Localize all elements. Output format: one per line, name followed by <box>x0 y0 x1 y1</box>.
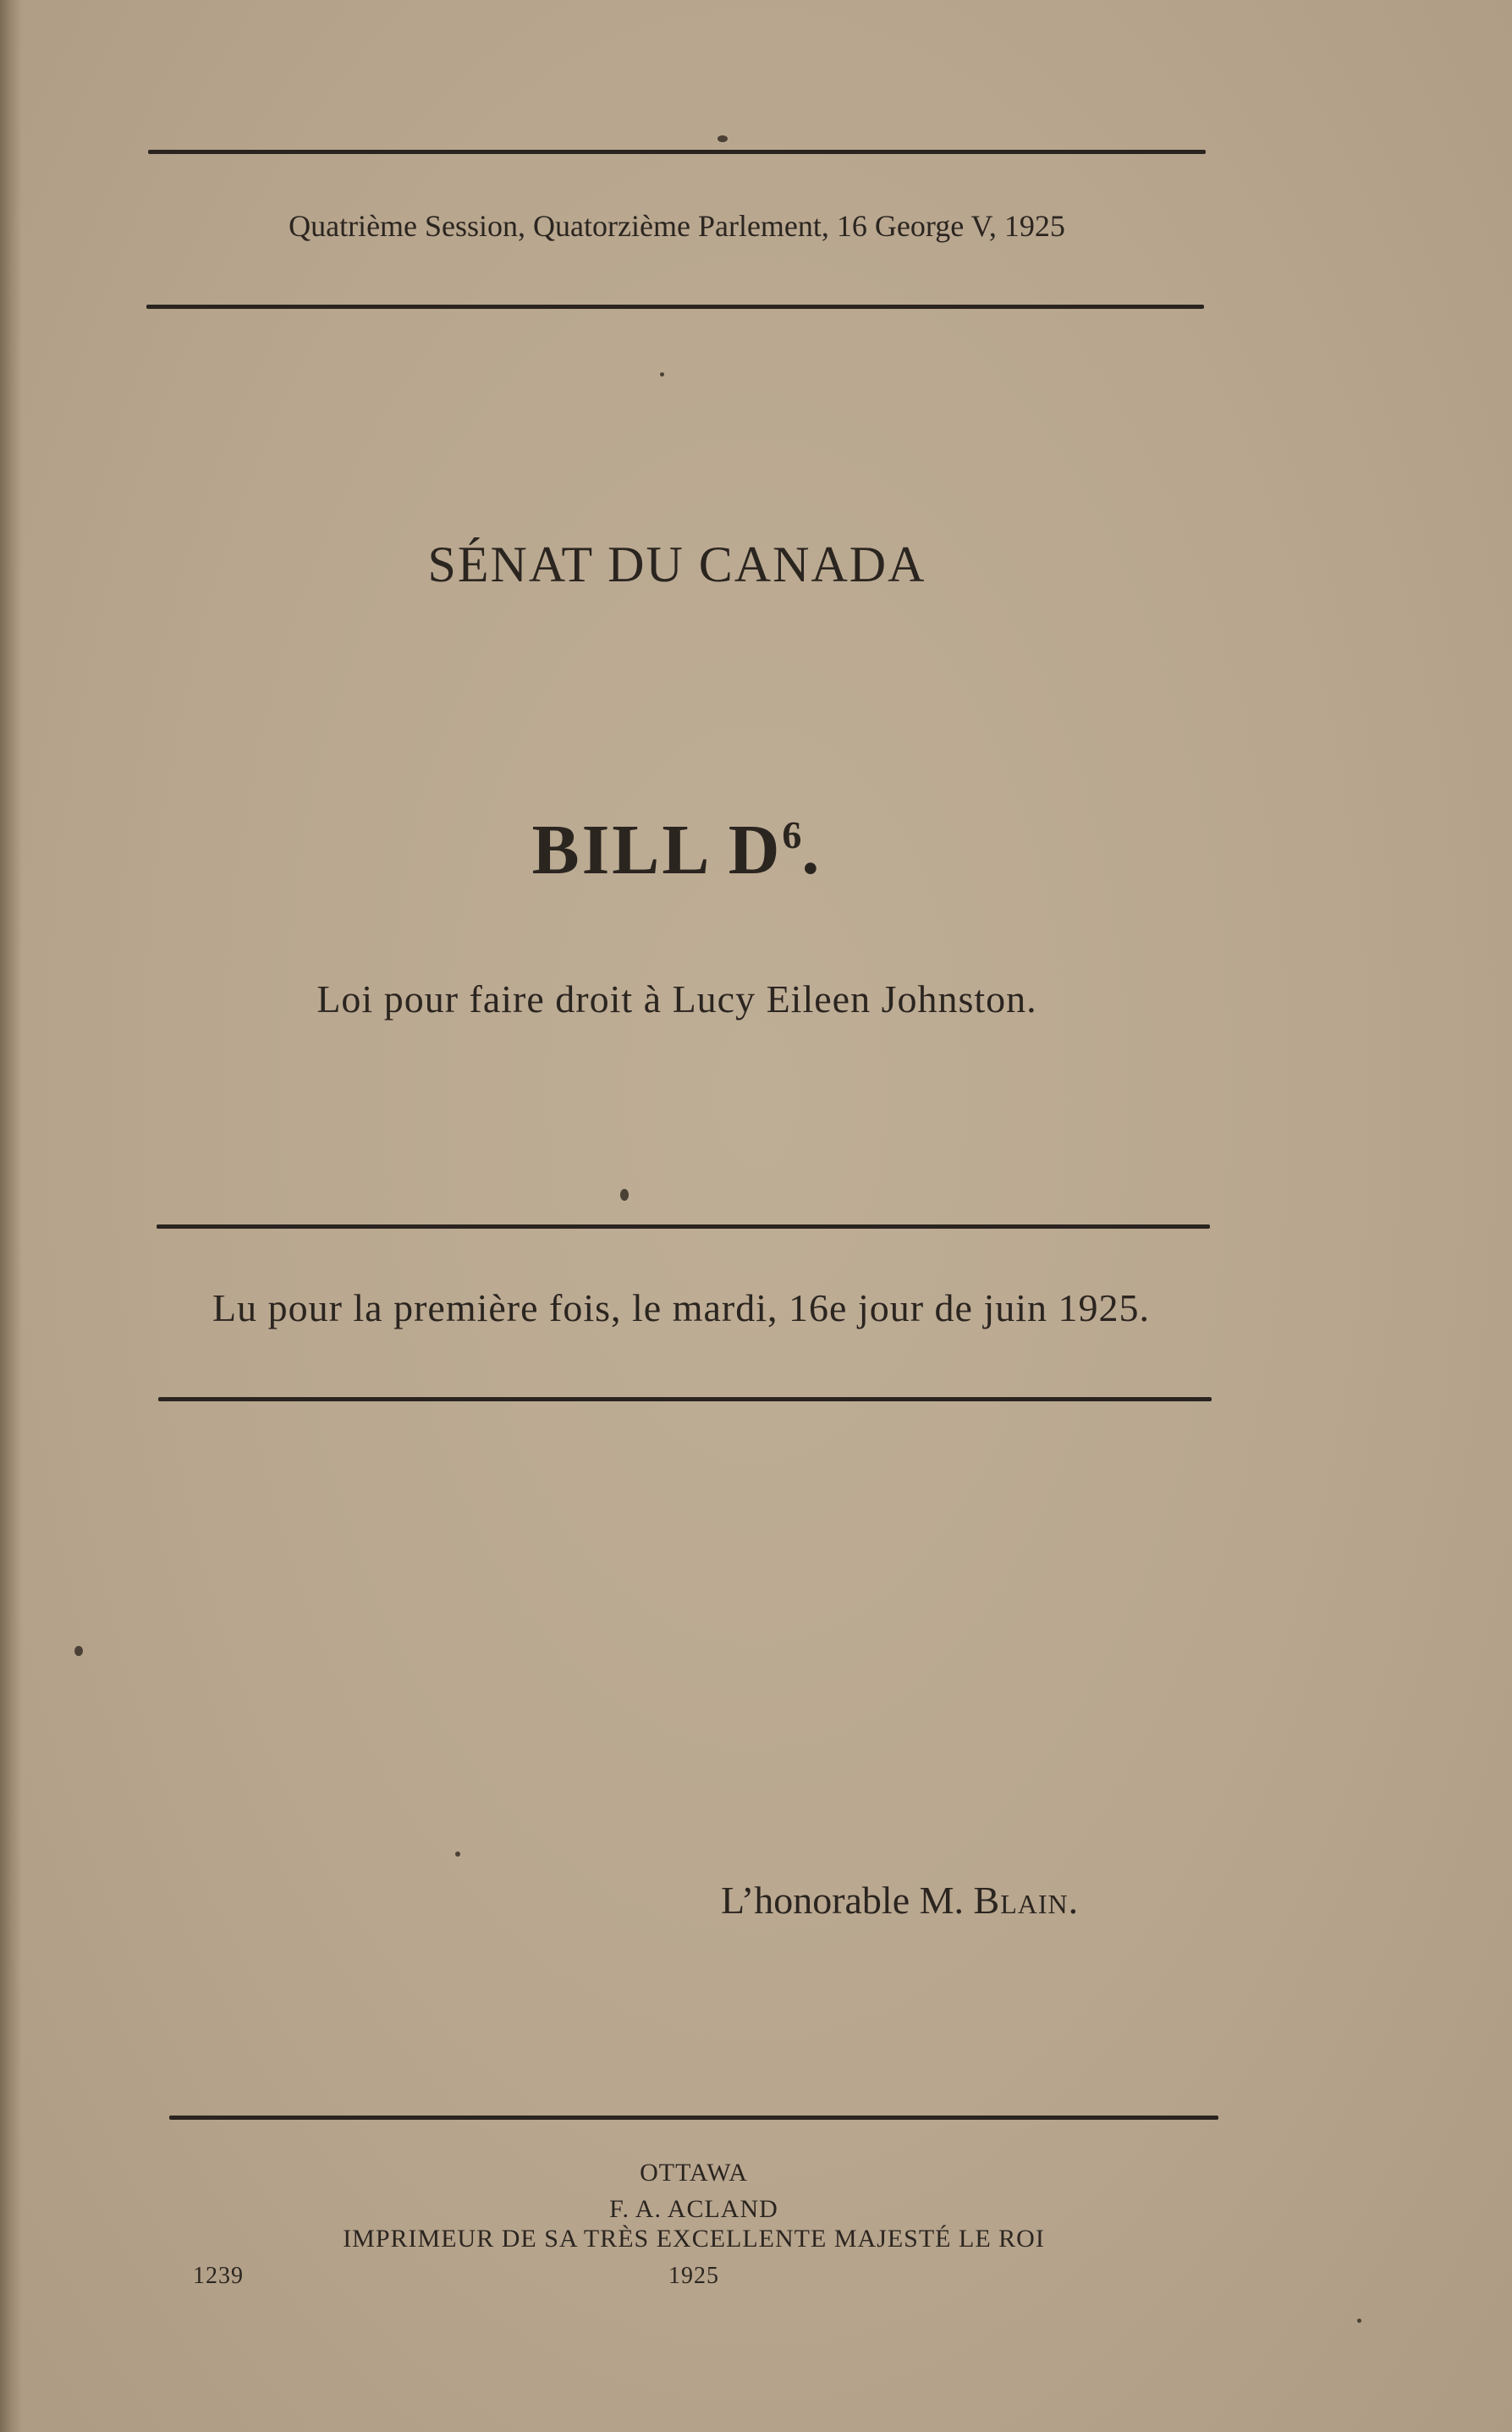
sponsor-name: Blain <box>973 1879 1069 1922</box>
bill-title-prefix: BILL D <box>531 811 783 889</box>
top-rule-1 <box>148 150 1206 154</box>
session-header: Quatrième Session, Quatorzième Parlement, 16 George V, 1925 <box>289 209 1065 243</box>
imprint-year: 1925 <box>668 2263 719 2289</box>
document-number: 1239 <box>193 2263 244 2289</box>
paper-speck <box>718 135 728 142</box>
paper-speck <box>455 1852 460 1857</box>
paper-speck <box>620 1189 629 1201</box>
bill-subject: Loi pour faire droit à Lucy Eileen Johnston. <box>316 977 1037 1021</box>
chamber-title: SÉNAT DU CANADA <box>427 536 926 592</box>
imprint-office: IMPRIMEUR DE SA TRÈS EXCELLENTE MAJESTÉ LE ROI <box>343 2225 1045 2253</box>
paper-speck <box>74 1646 83 1656</box>
sponsor-suffix: . <box>1068 1879 1079 1922</box>
imprint-city: OTTAWA <box>640 2159 748 2187</box>
middle-rule-1 <box>157 1224 1210 1229</box>
paper-speck <box>1357 2319 1361 2323</box>
bottom-rule <box>169 2116 1218 2120</box>
imprint-printer: F. A. ACLAND <box>609 2195 778 2223</box>
paper-speck <box>660 372 664 377</box>
bill-sponsor <box>721 1878 1078 1923</box>
page-binding-edge <box>0 0 22 2432</box>
bill-title-superscript: 6 <box>782 813 802 856</box>
sponsor-prefix: L’honorable M. <box>721 1879 974 1922</box>
first-reading-note: Lu pour la première fois, le mardi, 16e jour de juin 1925. <box>212 1286 1151 1329</box>
top-rule-2 <box>146 305 1204 309</box>
bill-title-suffix: . <box>801 811 822 889</box>
bill-title <box>254 809 1100 891</box>
middle-rule-2 <box>158 1397 1212 1401</box>
